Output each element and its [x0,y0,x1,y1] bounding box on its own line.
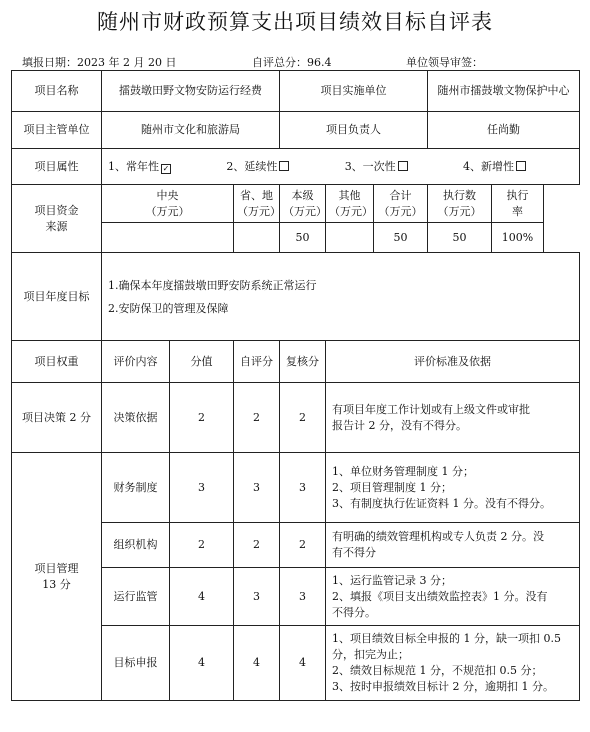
eval-criteria-line: 2、绩效目标规范 1 分，不规范扣 0.5 分； [332,664,543,677]
goal-line: 1.确保本年度擂鼓墩田野安防系统正常运行 [108,278,317,292]
attributes-label: 项目属性 [12,149,102,185]
attribute-option [226,159,289,175]
eval-weight-text: 项目决策 2 分 [22,410,91,424]
eval-weight-text: 13 分 [42,577,71,591]
eval-review-score-cell: 2 [280,383,326,453]
funds-header-text: （万元） [283,204,327,218]
goals-label: 项目年度目标 [12,253,102,341]
row-goals [12,253,580,341]
funds-header-text: 中央 [156,188,179,202]
eval-header-cell: 分值 [170,341,234,383]
eval-criteria-line: 1、运行监管记录 3 分； [332,573,452,587]
page-title: 随州市财政预算支出项目绩效目标自评表 [97,10,493,34]
funds-value-cell: 50 [428,223,492,253]
funds-header-text: 合计 [389,188,412,202]
self-score-value: 96.4 [307,56,332,69]
eval-criteria-line: 有明确的绩效管理机构或专人负责 2 分。没 [332,530,544,543]
attributes-options [102,149,580,185]
goals-lines [102,253,580,341]
eval-content-cell: 财务制度 [102,453,170,523]
attribute-option [463,159,526,175]
funds-header-text: 执行数 [443,188,477,202]
eval-review-score-cell: 3 [280,568,326,626]
eval-content-cell: 运行监管 [102,568,170,626]
funds-value-cell: 100% [492,223,544,253]
row-attributes [12,149,580,185]
project-name-value: 擂鼓墩田野文物安防运行经费 [102,71,280,112]
goal-line: 2.安防保卫的管理及保障 [108,301,229,315]
attribute-option-text: 4、新增性 [463,159,515,173]
attribute-option-text: 3、一次性 [344,159,396,173]
eval-score-cell: 3 [170,453,234,523]
eval-self-score-cell: 2 [234,523,280,568]
eval-header-cell: 评价内容 [102,341,170,383]
impl-unit-value: 随州市擂鼓墩文物保护中心 [428,71,580,112]
self-score-label: 自评总分： [252,56,307,69]
eval-score-cell: 4 [170,568,234,626]
eval-self-score-cell: 3 [234,568,280,626]
row-project-dept [12,112,580,149]
eval-header-cell: 自评分 [234,341,280,383]
attribute-option [345,159,408,175]
funds-value-cell [102,223,234,253]
eval-criteria-cell [326,568,580,626]
fill-date [22,54,176,70]
eval-self-score-cell: 2 [234,383,280,453]
funds-header-text: 本级 [291,188,314,202]
eval-criteria-line: 2、项目管理制度 1 分； [332,480,452,494]
eval-header-cell: 复核分 [280,341,326,383]
funds-header-text: （万元） [237,204,281,218]
fill-date-value: 2023 年 2 月 20 日 [77,56,177,69]
funds-header-cell [280,185,326,223]
funds-header-cell [234,185,280,223]
eval-review-score-cell: 3 [280,453,326,523]
self-score [252,54,332,70]
eval-criteria-line: 3、有制度执行佐证资料 1 分。没有不得分。 [332,496,551,510]
eval-criteria-line: 有项目年度工作计划或有上级文件或审批 [332,402,530,416]
dept-value: 随州市文化和旅游局 [102,112,280,149]
checkbox-icon [398,161,408,171]
funds-header-text: （万元） [329,204,373,218]
funds-header-text: 省、地 [240,188,273,202]
eval-header-cell: 评价标准及依据 [326,341,580,383]
eval-criteria-line: 2、填报《项目支出绩效监控表》1 分。没有 [332,589,548,603]
checkbox-icon [279,161,289,171]
eval-score-cell: 2 [170,523,234,568]
row-funds-header [12,185,580,223]
attribute-option-text: 1、常年性 [108,159,159,173]
checkbox-icon: ✓ [162,163,170,173]
checkbox-icon [516,161,526,171]
eval-criteria-line: 有不得分 [332,546,376,559]
funds-label: 项目资金 来源 [12,185,102,253]
eval-row [12,383,580,453]
leader-sign [406,54,483,70]
eval-content-cell: 决策依据 [102,383,170,453]
row-project-name [12,71,580,112]
eval-criteria-cell [326,626,580,701]
funds-header-cell [102,185,234,223]
leader-sign-label: 单位领导审签： [406,56,483,69]
eval-score-cell: 2 [170,383,234,453]
funds-header-cell [428,185,492,223]
row-eval-header [12,341,580,383]
funds-header-text: （万元） [145,204,190,218]
eval-self-score-cell: 4 [234,626,280,701]
eval-weight-cell [12,383,102,453]
eval-criteria-line: 1、单位财务管理制度 1 分； [332,464,474,478]
funds-header-text: （万元） [378,204,423,218]
funds-value-cell [234,223,280,253]
fill-date-label: 填报日期： [22,56,77,69]
eval-header-cell: 项目权重 [12,341,102,383]
eval-criteria-cell [326,523,580,568]
evaluation-table [11,70,580,701]
funds-header-text: 其他 [338,188,361,202]
funds-header-cell [492,185,544,223]
eval-criteria-line: 不得分。 [332,605,376,619]
owner-value: 任尚勤 [428,112,580,149]
eval-criteria-line: 分，扣完为止； [332,648,409,661]
funds-value-cell [326,223,374,253]
eval-row [12,453,580,523]
eval-score-cell: 4 [170,626,234,701]
funds-header-cell [374,185,428,223]
funds-header-text: 执行 [506,188,529,202]
eval-self-score-cell: 3 [234,453,280,523]
eval-criteria-line: 报告计 2 分，没有不得分。 [332,418,467,432]
attribute-option [108,159,171,175]
eval-criteria-line: 3、按时申报绩效目标计 2 分，逾期扣 1 分。 [332,680,554,693]
impl-unit-label: 项目实施单位 [280,71,428,112]
funds-header-cell [326,185,374,223]
eval-content-cell: 组织机构 [102,523,170,568]
owner-label: 项目负责人 [280,112,428,149]
funds-header-text: 率 [512,204,524,218]
project-name-label: 项目名称 [12,71,102,112]
eval-review-score-cell: 2 [280,523,326,568]
attribute-option-text: 2、延续性 [226,159,278,173]
eval-weight-text: 项目管理 [34,561,79,575]
eval-criteria-cell [326,383,580,453]
funds-value-cell: 50 [374,223,428,253]
eval-content-cell: 目标申报 [102,626,170,701]
funds-value-cell: 50 [280,223,326,253]
eval-review-score-cell: 4 [280,626,326,701]
eval-criteria-cell [326,453,580,523]
dept-label: 项目主管单位 [12,112,102,149]
eval-weight-cell [12,453,102,701]
funds-header-text: （万元） [437,204,482,218]
eval-criteria-line: 1、项目绩效目标全申报的 1 分，缺一项扣 0.5 [332,632,561,645]
